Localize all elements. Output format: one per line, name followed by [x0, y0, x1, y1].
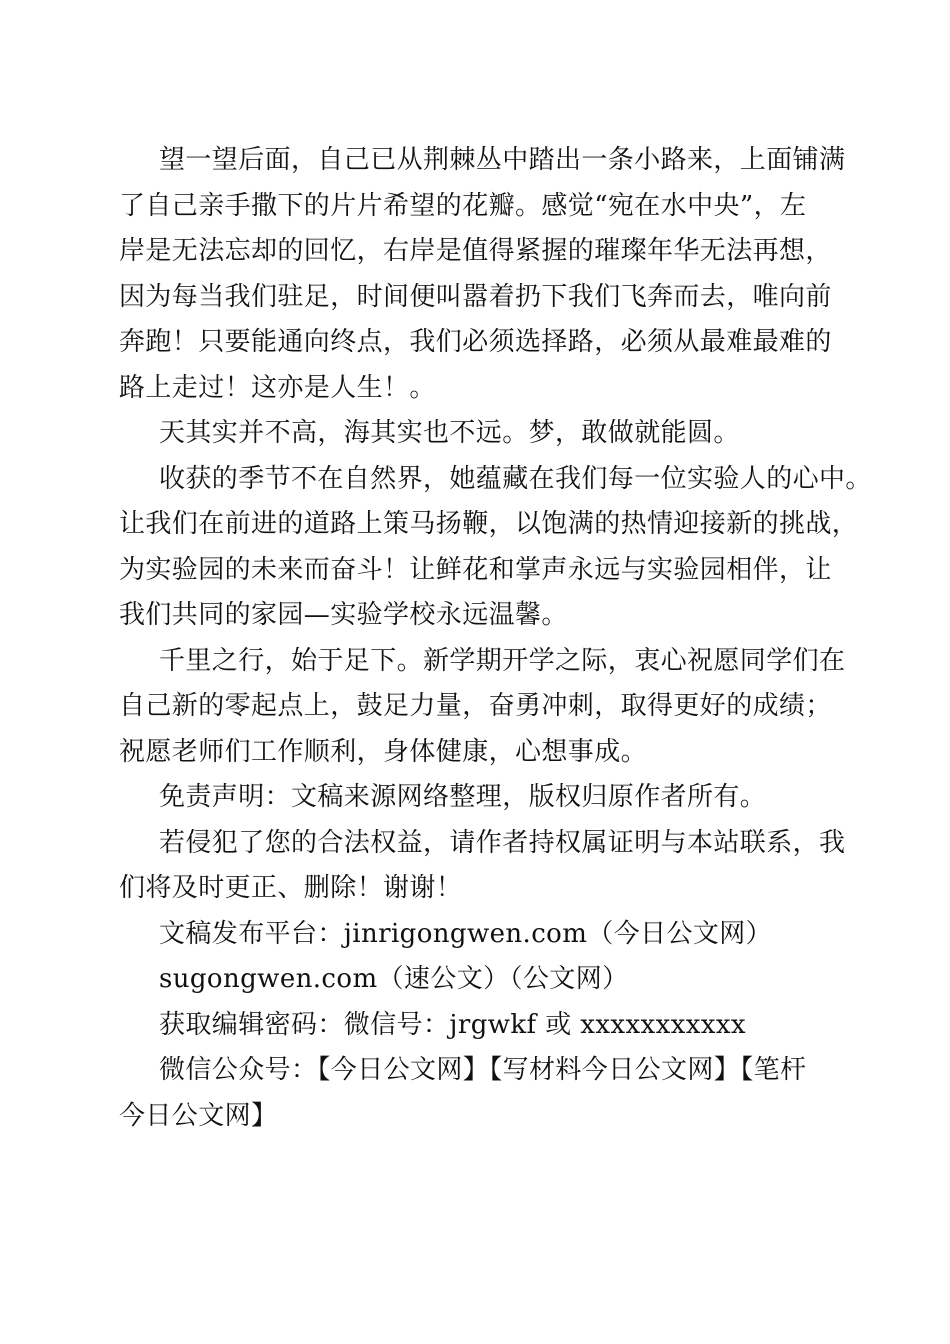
paragraph-wechat-accounts — [119, 1048, 831, 1139]
text-line: 千里之行，始于足下。新学期开学之际，衷心祝愿同学们在 — [159, 645, 846, 676]
text-line: 了自己亲手撒下的片片希望的花瓣。感觉“宛在水中央”，左 — [119, 190, 807, 221]
text-line: 免责声明：文稿来源网络整理，版权归原作者所有。 — [159, 782, 767, 812]
text-line: 若侵犯了您的合法权益，请作者持权属证明与本站联系，我 — [159, 827, 846, 858]
paragraph-dream — [119, 411, 831, 457]
paragraph-edit-password — [119, 1003, 831, 1049]
paragraph-alt-site — [119, 957, 831, 1003]
text-line: 祝愿老师们工作顺利，身体健康，心想事成。 — [119, 736, 648, 767]
document-body — [119, 138, 872, 1139]
text-line: 收获的季节不在自然界，她蕴藏在我们每一位实验人的心中。 — [159, 463, 872, 494]
text-line: 为实验园的未来而奋斗！让鲜花和掌声永远与实验园相伴，让 — [119, 554, 832, 585]
text-line: 获取编辑密码：微信号：jrgwkf 或 xxxxxxxxxxx — [159, 1009, 746, 1040]
text-line: 望一望后面，自己已从荆棘丛中踏出一条小路来，上面铺满 — [159, 145, 846, 175]
text-line: 路上走过！这亦是人生！。 — [119, 372, 436, 403]
text-line: 文稿发布平台：jinrigongwen.com（今日公文网） — [159, 918, 773, 949]
text-line: 微信公众号：【今日公文网】【写材料今日公文网】【笔杆 — [159, 1055, 807, 1085]
paragraph-infringement-notice — [119, 821, 846, 912]
text-line: 奔跑！只要能通向终点，我们必须选择路，必须从最难最难的 — [119, 327, 832, 357]
text-line: 因为每当我们驻足，时间便叫嚣着扔下我们飞奔而去，唯向前 — [119, 281, 832, 312]
text-line: 岸是无法忘却的回忆，右岸是值得紧握的璀璨年华无法再想， — [119, 236, 832, 266]
text-line: 今日公文网】 — [119, 1100, 278, 1131]
text-line: 们将及时更正、删除！谢谢！ — [119, 873, 463, 903]
paragraph-journey-reflection — [119, 138, 846, 411]
text-line: 我们共同的家园—实验学校永远温馨。 — [119, 600, 568, 630]
paragraph-new-semester-wishes — [119, 639, 846, 776]
text-line: 让我们在前进的道路上策马扬鞭，以饱满的热情迎接新的挑战， — [119, 509, 859, 539]
paragraph-harvest-season — [119, 457, 872, 639]
paragraph-publishing-platform — [119, 912, 831, 958]
paragraph-disclaimer — [119, 775, 831, 821]
text-line: 天其实并不高，海其实也不远。梦，敢做就能圆。 — [159, 418, 740, 448]
text-line: 自己新的零起点上，鼓足力量，奋勇冲刺，取得更好的成绩； — [119, 691, 832, 721]
text-line: sugongwen.com（速公文）（公文网） — [159, 964, 629, 994]
